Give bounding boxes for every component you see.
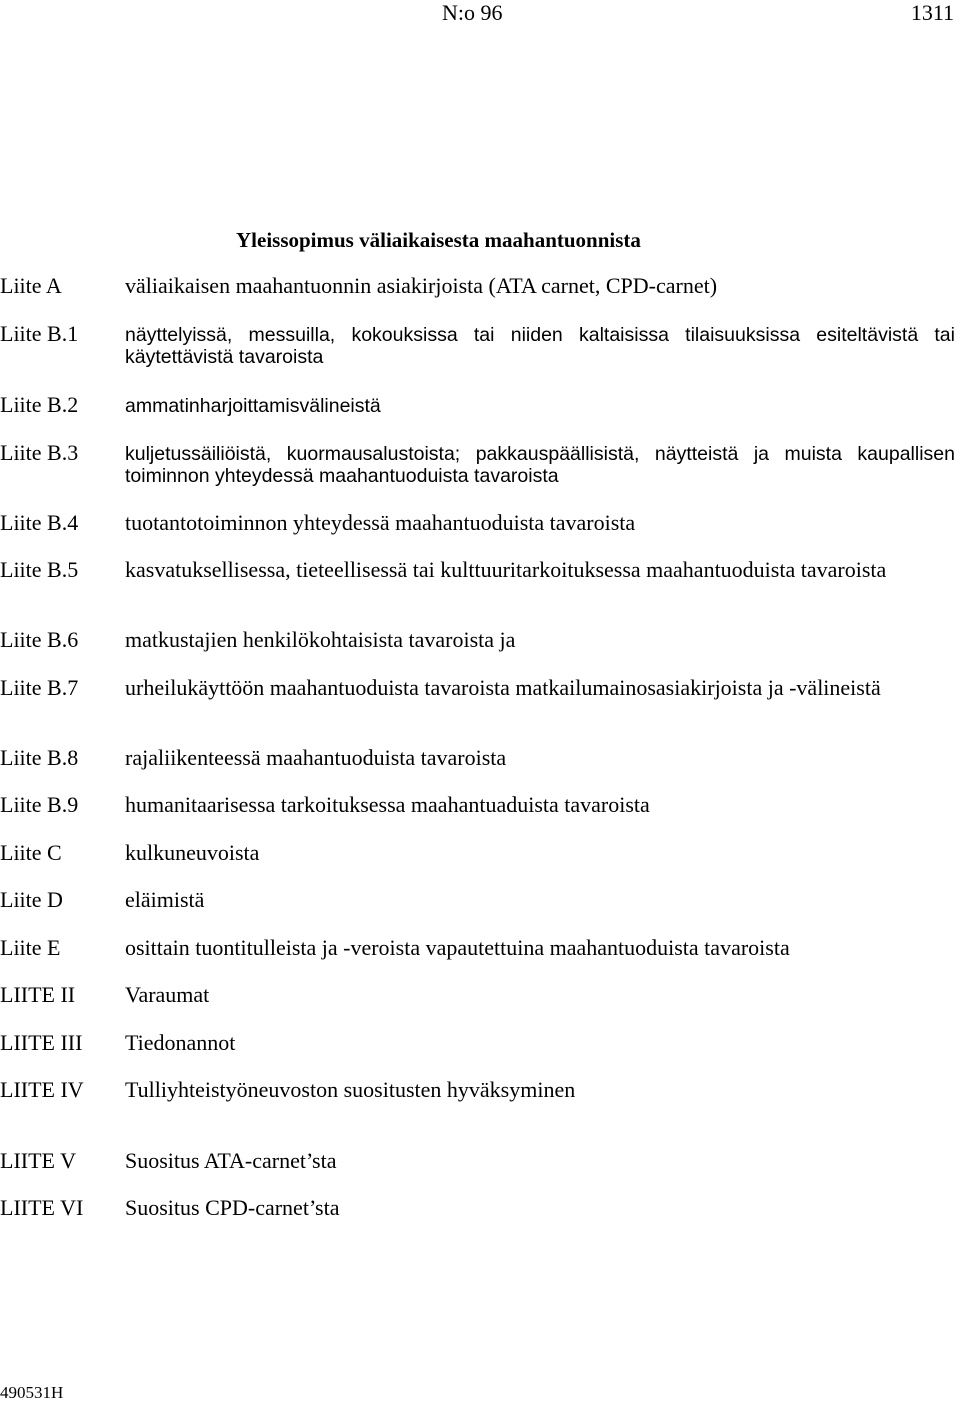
- annex-description: kasvatuksellisessa, tieteellisessä tai kulttuuritarkoituksessa maahantuoduista tavaroista: [125, 557, 887, 582]
- annex-description: väliaikaisen maahantuonnin asiakirjoista (ATA carnet, CPD-carnet): [125, 273, 718, 298]
- annex-description: tuotantotoiminnon yhteydessä maahantuoduista tavaroista: [125, 510, 636, 535]
- footer-code: 490531H: [0, 1383, 64, 1402]
- annex-description: kulkuneuvoista: [125, 840, 260, 865]
- annex-description: Tiedonannot: [125, 1030, 236, 1055]
- page-number: 1311: [910, 0, 954, 25]
- document-title: Yleissopimus väliaikaisesta maahantuonnista: [236, 228, 641, 252]
- annex-label: Liite D: [0, 887, 63, 912]
- annex-description: Suositus CPD-carnet’sta: [125, 1195, 340, 1220]
- annex-label: LIITE V: [0, 1148, 76, 1173]
- annex-label: LIITE VI: [0, 1195, 84, 1220]
- annex-description: Suositus ATA-carnet’sta: [125, 1148, 337, 1173]
- annex-description: ammatinharjoittamisvälineistä: [125, 395, 381, 417]
- annex-label: Liite B.5: [0, 557, 79, 582]
- annex-label: Liite B.3: [0, 440, 79, 465]
- annex-description: Varaumat: [125, 982, 210, 1007]
- annex-description: rajaliikenteessä maahantuoduista tavaroista: [125, 745, 507, 770]
- annex-label: Liite B.9: [0, 792, 79, 817]
- annex-description: osittain tuontitulleista ja -veroista vapautettuina maahantuoduista tavaroista: [125, 935, 790, 960]
- annex-label: LIITE III: [0, 1030, 83, 1055]
- annex-label: Liite C: [0, 840, 62, 865]
- annex-description: eläimistä: [125, 887, 205, 912]
- annex-label: Liite A: [0, 273, 62, 298]
- annex-label: LIITE IV: [0, 1077, 84, 1102]
- annex-label: LIITE II: [0, 982, 76, 1007]
- annex-label: Liite B.4: [0, 510, 79, 535]
- annex-description: kuljetussäiliöistä, kuormausalustoista; pakkauspäällisistä, näytteistä ja muista kaupallisen toiminnon yhteydessä maahantuoduista tavaroista: [125, 443, 955, 487]
- annex-description: Tulliyhteistyöneuvoston suositusten hyväksyminen: [125, 1077, 576, 1102]
- annex-label: Liite B.1: [0, 321, 79, 346]
- annex-label: Liite B.6: [0, 627, 79, 652]
- annex-label: Liite E: [0, 935, 61, 960]
- issue-number: N:o 96: [442, 0, 503, 25]
- annex-label: Liite B.8: [0, 745, 79, 770]
- annex-label: Liite B.7: [0, 675, 79, 700]
- annex-description: matkustajien henkilökohtaisista tavaroista ja: [125, 627, 516, 652]
- annex-description: näyttelyissä, messuilla, kokouksissa tai niiden kaltaisissa tilaisuuksissa esiteltävistä tai käytettävistä tavaroista: [125, 324, 955, 368]
- annex-label: Liite B.2: [0, 392, 79, 417]
- annex-description: urheilukäyttöön maahantuoduista tavaroista matkailumainosasiakirjoista ja -välineistä: [125, 675, 881, 700]
- annex-description: humanitaarisessa tarkoituksessa maahantuaduista tavaroista: [125, 792, 650, 817]
